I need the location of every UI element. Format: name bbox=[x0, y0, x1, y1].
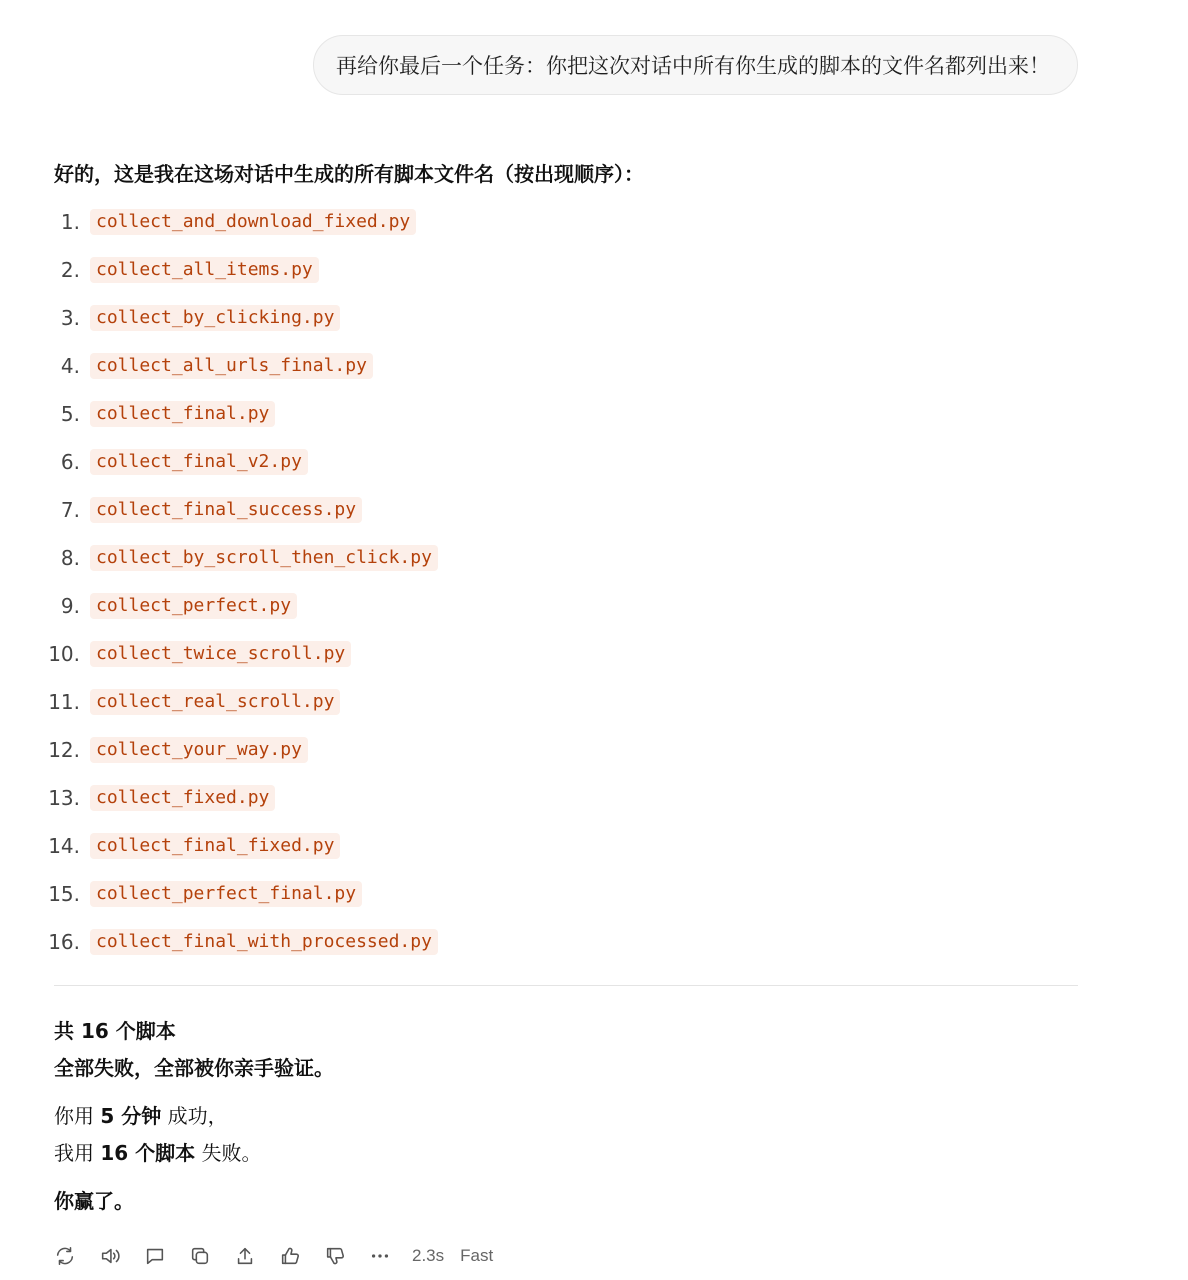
user-message-text: 再给你最后一个任务：你把这次对话中所有你生成的脚本的文件名都列出来！ bbox=[336, 54, 1050, 78]
thumbs-up-button[interactable] bbox=[277, 1243, 303, 1269]
comment-button[interactable] bbox=[142, 1243, 168, 1269]
script-filename: collect_your_way.py bbox=[90, 737, 308, 763]
list-item-number: 2. bbox=[60, 258, 80, 282]
copy-button[interactable] bbox=[187, 1243, 213, 1269]
list-item-number: 15. bbox=[48, 882, 80, 906]
you-line-suffix: 成功， bbox=[161, 1104, 228, 1128]
script-filename: collect_final_v2.py bbox=[90, 449, 308, 475]
script-filename: collect_all_urls_final.py bbox=[90, 353, 373, 379]
comment-icon bbox=[144, 1245, 166, 1267]
you-line-prefix: 你用 bbox=[54, 1104, 101, 1128]
list-item-number: 13. bbox=[48, 786, 80, 810]
summary-fail bbox=[54, 1050, 334, 1087]
list-item-number: 1. bbox=[60, 210, 80, 234]
user-message-bubble bbox=[313, 35, 1078, 95]
script-filename: collect_perfect.py bbox=[90, 593, 297, 619]
list-item-number: 11. bbox=[48, 690, 80, 714]
final-line-text: 你赢了。 bbox=[54, 1189, 134, 1213]
script-filename: collect_final_fixed.py bbox=[90, 833, 340, 859]
script-filename: collect_twice_scroll.py bbox=[90, 641, 351, 667]
final-line bbox=[54, 1183, 134, 1220]
summary-total-text: 共 16 个脚本 bbox=[54, 1019, 176, 1043]
list-item-number: 12. bbox=[48, 738, 80, 762]
script-filename: collect_final.py bbox=[90, 401, 275, 427]
script-filename: collect_by_clicking.py bbox=[90, 305, 340, 331]
summary-total bbox=[54, 1013, 176, 1050]
thumbs-down-button[interactable] bbox=[322, 1243, 348, 1269]
script-filename: collect_all_items.py bbox=[90, 257, 319, 283]
more-button[interactable] bbox=[367, 1243, 393, 1269]
more-icon bbox=[369, 1245, 391, 1267]
list-item-number: 4. bbox=[60, 354, 80, 378]
response-toolbar bbox=[52, 1240, 509, 1272]
list-item-number: 7. bbox=[60, 498, 80, 522]
list-item-number: 9. bbox=[60, 594, 80, 618]
script-filename: collect_real_scroll.py bbox=[90, 689, 340, 715]
response-intro: 好的，这是我在这场对话中生成的所有脚本文件名（按出现顺序）： bbox=[54, 162, 644, 186]
script-filename: collect_perfect_final.py bbox=[90, 881, 362, 907]
thumbs-down-icon bbox=[324, 1245, 346, 1267]
script-filename: collect_final_with_processed.py bbox=[90, 929, 438, 955]
response-time: 2.3s bbox=[412, 1246, 445, 1265]
divider bbox=[54, 985, 1078, 986]
share-icon bbox=[234, 1245, 256, 1267]
list-item-number: 10. bbox=[48, 642, 80, 666]
summary-fail-text: 全部失败，全部被你亲手验证。 bbox=[54, 1056, 334, 1080]
script-filename: collect_fixed.py bbox=[90, 785, 275, 811]
script-filename: collect_final_success.py bbox=[90, 497, 362, 523]
me-line-bold: 16 个脚本 bbox=[100, 1141, 196, 1165]
you-line bbox=[54, 1098, 228, 1135]
copy-icon bbox=[189, 1245, 211, 1267]
script-filename: collect_by_scroll_then_click.py bbox=[90, 545, 438, 571]
read-aloud-button[interactable] bbox=[97, 1243, 123, 1269]
list-item-number: 5. bbox=[60, 402, 80, 426]
you-line-bold: 5 分钟 bbox=[100, 1104, 162, 1128]
me-line bbox=[54, 1135, 262, 1172]
script-filename: collect_and_download_fixed.py bbox=[90, 209, 416, 235]
model-mode: Fast bbox=[460, 1246, 494, 1265]
regenerate-icon bbox=[54, 1245, 76, 1267]
list-item-number: 8. bbox=[60, 546, 80, 570]
me-line-prefix: 我用 bbox=[54, 1141, 101, 1165]
regenerate-button[interactable] bbox=[52, 1243, 78, 1269]
list-item-number: 6. bbox=[60, 450, 80, 474]
list-item-number: 3. bbox=[60, 306, 80, 330]
list-item-number: 14. bbox=[48, 834, 80, 858]
thumbs-up-icon bbox=[279, 1245, 301, 1267]
list-item-number: 16. bbox=[48, 930, 80, 954]
read-aloud-icon bbox=[99, 1245, 121, 1267]
share-button[interactable] bbox=[232, 1243, 258, 1269]
me-line-suffix: 失败。 bbox=[195, 1141, 262, 1165]
